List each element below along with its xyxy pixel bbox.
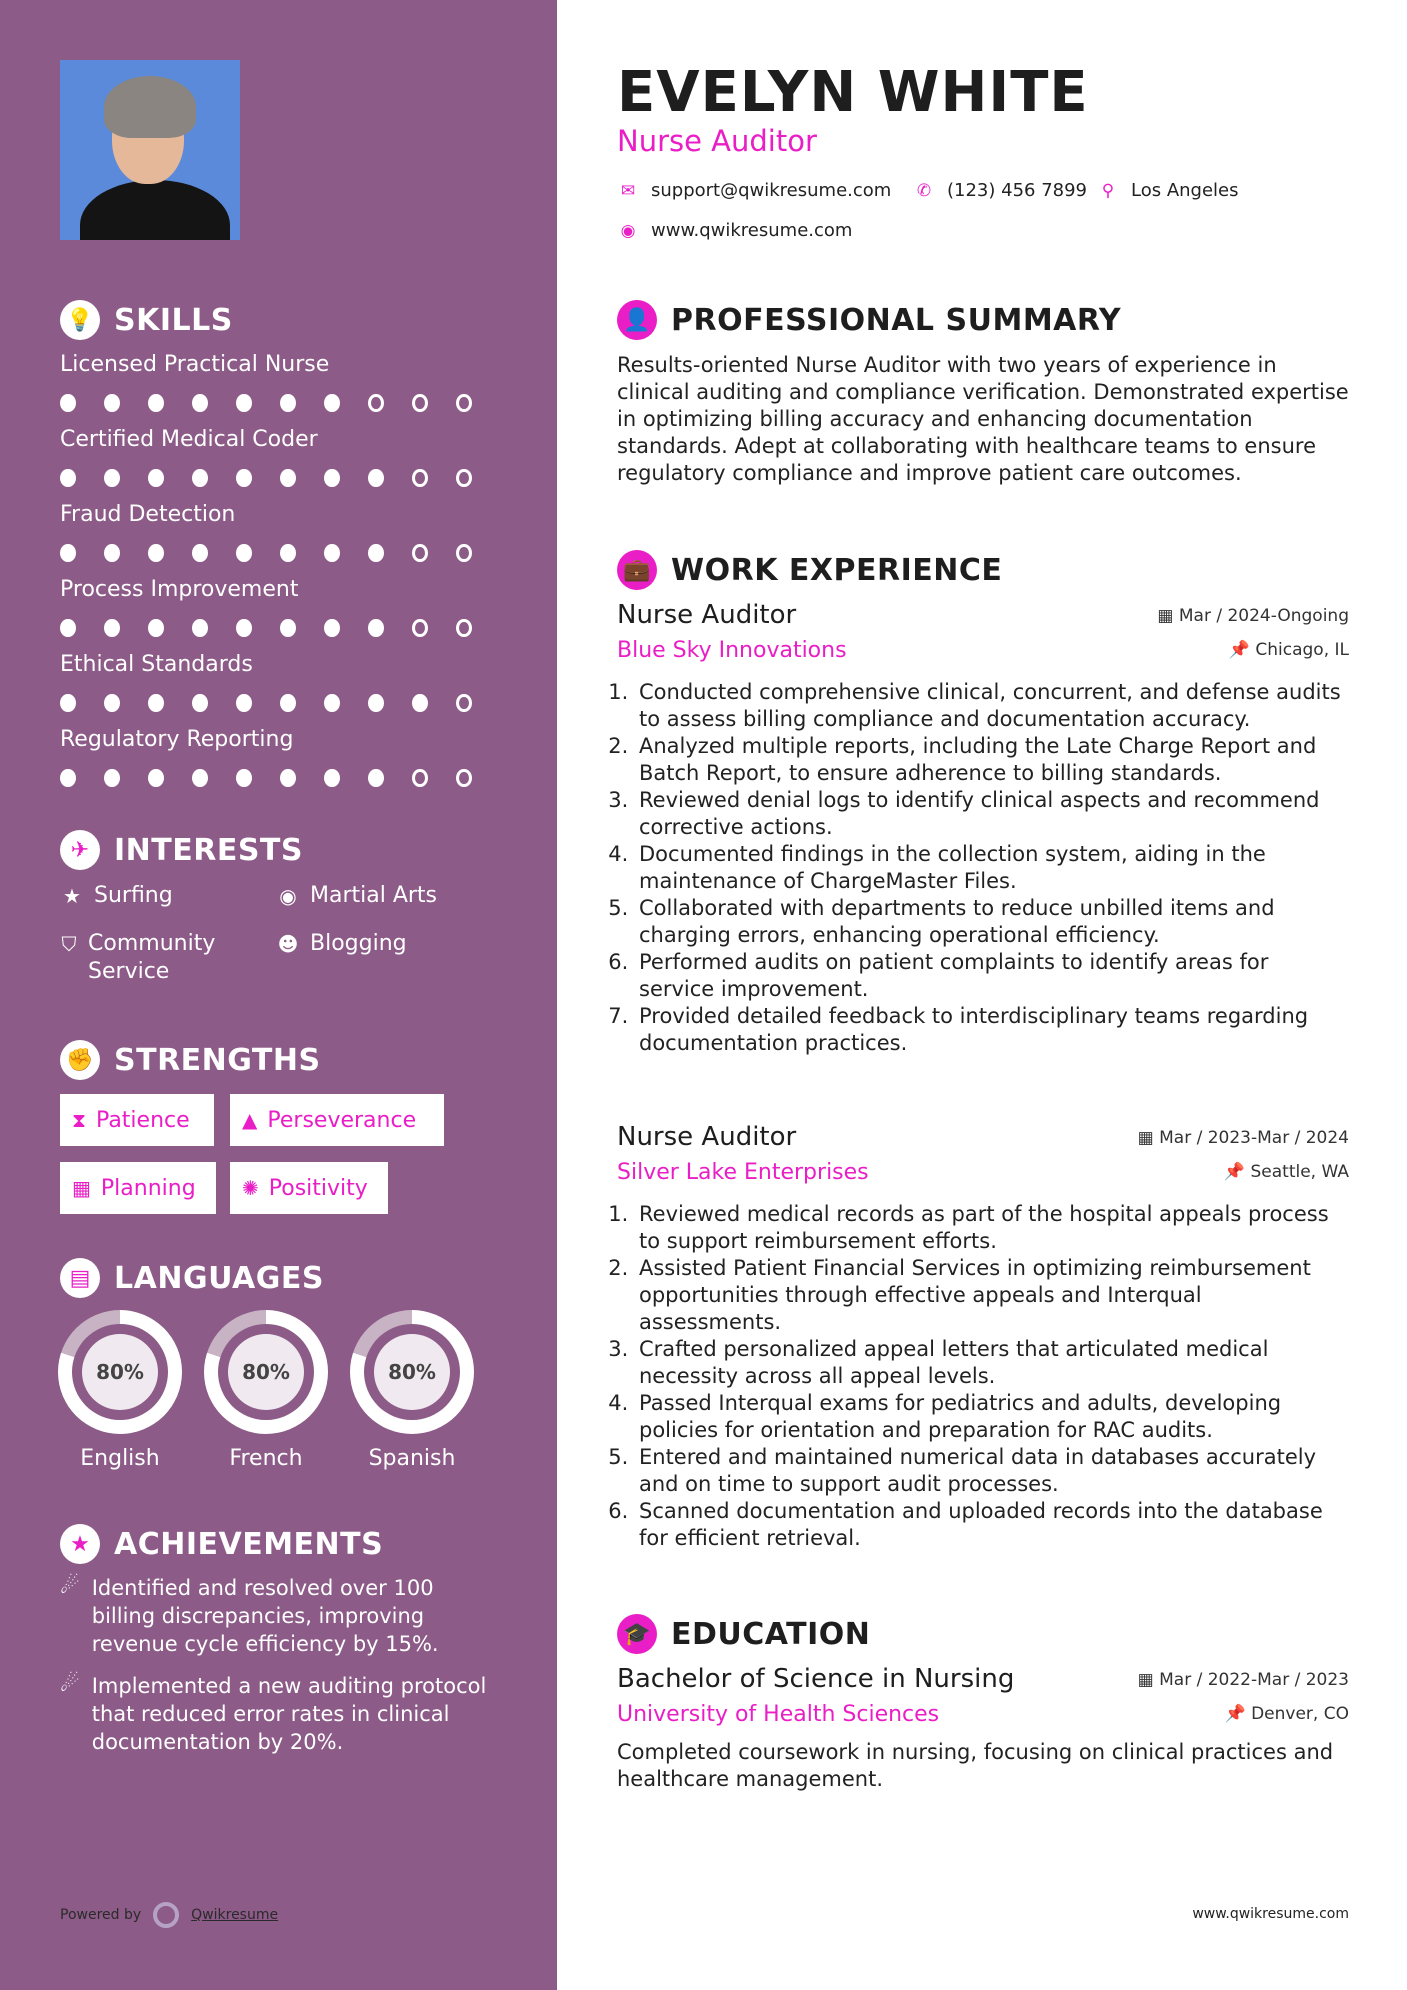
rating-dot [324,544,340,562]
language-item: 80% Spanish [350,1310,474,1471]
language-icon: ▤ [60,1258,100,1298]
rating-dot [280,394,296,412]
language-ring: 80% [204,1310,328,1434]
lightbulb-icon: 💡 [60,300,100,340]
strength-badge: ▲ Perseverance [230,1094,444,1146]
rating-dot [192,469,208,487]
rating-dot [104,544,120,562]
list-item: 3. Reviewed denial logs to identify clinical aspects and recommend corrective actions. [635,787,1349,841]
shooting-star-icon: ☄ [60,1574,80,1599]
rating-dot [280,469,296,487]
rating-dot [412,694,428,712]
rating-dot [148,619,164,637]
job-company: Silver Lake Enterprises [617,1160,869,1185]
calendar-icon: ▦ [1157,606,1179,626]
rating-dot [236,469,252,487]
briefcase-icon: 💼 [617,550,657,590]
rating-dot [192,394,208,412]
rating-dot [104,769,120,787]
candidate-name: EVELYN WHITE [617,60,1089,125]
job-dates: ▦ Mar / 2023-Mar / 2024 [1137,1128,1349,1148]
list-item: 2. Assisted Patient Financial Services in optimizing reimbursement opportunities through effective appeals and Interqual assessments. [635,1255,1349,1336]
footer-url[interactable]: www.qwikresume.com [1192,1906,1349,1922]
pin-icon: 📌 [1224,1704,1252,1724]
interests-heading: ✈ INTERESTS [60,830,303,870]
skill-item [60,652,500,712]
contact-location: ⚲ Los Angeles [1097,180,1239,201]
rating-dot [412,394,428,412]
summary-text: Results-oriented Nurse Auditor with two years of experience in clinical auditing and compliance verification. Demonstrated expertise in optimizing billing accuracy and enhancing documentation standards. Adept at collaborating with healthcare teams to ensure regulatory compliance and improve patient care outcomes. [617,353,1349,485]
education-location: 📌 Denver, CO [1224,1704,1349,1724]
skill-rating [60,469,500,487]
rating-dot [236,694,252,712]
phone-icon: ✆ [916,180,932,201]
strength-badge: ⧗ Patience [60,1094,214,1146]
rating-dot [192,769,208,787]
list-item: 2. Analyzed multiple reports, including the Late Charge Report and Batch Report, to ensure adherence to billing standards. [635,733,1349,787]
achievement-item: ☄ Implemented a new auditing protocol that reduced error rates in clinical documentation by 20%. [60,1672,487,1754]
skill-name: Fraud Detection [60,502,236,527]
rating-dot [368,544,384,562]
education-description: Completed coursework in nursing, focusing on clinical practices and healthcare management. [617,1740,1334,1791]
rating-dot [324,769,340,787]
skill-rating [60,619,500,637]
rating-dot [456,394,472,412]
rating-dot [236,544,252,562]
envelope-icon: ✉ [620,180,636,201]
rating-dot [280,619,296,637]
rating-dot [236,394,252,412]
education-entry [617,1664,1349,1793]
hourglass-icon: ⧗ [72,1108,87,1132]
skill-item [60,577,500,637]
list-item: 3. Crafted personalized appeal letters that articulated medical necessity across all appeal levels. [635,1336,1349,1390]
rating-dot [412,469,428,487]
list-item: 5. Collaborated with departments to reduce unbilled items and charging errors, enhancing operational efficiency. [635,895,1349,949]
list-item: 5. Entered and maintained numerical data in databases accurately and on time to support audit processes. [635,1444,1349,1498]
job-bullets [617,679,1349,1057]
strength-badge: ✺ Positivity [230,1162,388,1214]
job-dates: ▦ Mar / 2024-Ongoing [1157,606,1349,626]
rating-dot [104,469,120,487]
rating-dot [456,769,472,787]
rating-dot [368,619,384,637]
rating-dot [456,469,472,487]
brand-link[interactable]: Qwikresume [191,1907,279,1923]
skill-item [60,352,500,412]
paper-plane-icon: ✈ [60,830,100,870]
skill-rating [60,694,500,712]
skills-heading: 💡 SKILLS [60,300,233,340]
mountain-icon: ▲ [242,1108,258,1132]
rating-dot [148,544,164,562]
skill-name: Licensed Practical Nurse [60,352,330,377]
language-item: 80% English [58,1310,182,1471]
rating-dot [148,469,164,487]
strength-badge: ▦ Planning [60,1162,216,1214]
language-item: 80% French [204,1310,328,1471]
skill-item [60,727,500,787]
job-location: 📌 Chicago, IL [1228,640,1349,660]
qwikresume-logo-icon [153,1902,179,1928]
rating-dot [324,394,340,412]
rating-dot [412,544,428,562]
job-entry [617,600,1349,1057]
rating-dot [148,769,164,787]
rating-dot [104,694,120,712]
list-item: 1. Reviewed medical records as part of the hospital appeals process to support reimbursement efforts. [635,1201,1349,1255]
list-item: 6. Scanned documentation and uploaded records into the database for efficient retrieval. [635,1498,1349,1552]
degree-title: Bachelor of Science in Nursing [617,1664,1015,1694]
skill-name: Certified Medical Coder [60,427,318,452]
job-location: 📌 Seattle, WA [1223,1162,1349,1182]
calendar-icon: ▦ [1137,1128,1160,1148]
rating-dot [60,394,76,412]
language-ring: 80% [58,1310,182,1434]
rating-dot [412,769,428,787]
list-item: 7. Provided detailed feedback to interdisciplinary teams regarding documentation practices. [635,1003,1349,1057]
rating-dot [456,619,472,637]
rating-dot [456,544,472,562]
rating-dot [236,619,252,637]
job-title: Nurse Auditor [617,600,797,630]
candidate-role: Nurse Auditor [617,124,817,158]
summary-heading: 👤 PROFESSIONAL SUMMARY [617,300,1121,340]
rating-dot [324,469,340,487]
graduation-cap-icon: 🎓 [617,1614,657,1654]
rating-dot [368,694,384,712]
education-dates: ▦ Mar / 2022-Mar / 2023 [1137,1670,1349,1690]
list-item: 6. Performed audits on patient complaints to identify areas for service improvement. [635,949,1349,1003]
rating-dot [324,619,340,637]
interest-item: ☻ Blogging [277,931,407,956]
rating-dot [368,394,384,412]
pin-icon: 📌 [1223,1162,1251,1182]
job-company: Blue Sky Innovations [617,638,847,663]
star-icon: ★ [63,884,81,908]
rating-dot [280,544,296,562]
rating-dot [192,544,208,562]
sun-icon: ✺ [242,1176,259,1200]
rating-dot [368,469,384,487]
skill-item [60,427,500,487]
interest-item: ◉ Martial Arts [276,882,437,910]
skill-rating [60,544,500,562]
calendar-icon: ▦ [72,1176,91,1200]
rating-dot [280,694,296,712]
shooting-star-icon: ☄ [60,1672,80,1697]
skill-rating [60,769,500,787]
skill-item [60,502,500,562]
skill-rating [60,394,500,412]
contact-website[interactable]: ◉ www.qwikresume.com [617,220,852,241]
language-ring: 80% [350,1310,474,1434]
skill-name: Ethical Standards [60,652,253,677]
contact-phone[interactable]: ✆ (123) 456 7899 [913,180,1087,201]
shield-icon: ⛉ [61,932,77,956]
profile-photo [60,60,240,240]
strengths-heading: ✊ STRENGTHS [60,1040,321,1080]
rating-dot [192,694,208,712]
rating-dot [236,769,252,787]
rating-dot [104,394,120,412]
interest-item: ★ Surfing [60,882,173,910]
rating-dot [368,769,384,787]
rating-dot [324,694,340,712]
rating-dot [60,619,76,637]
rating-dot [104,619,120,637]
calendar-icon: ▦ [1137,1670,1160,1690]
map-pin-icon: ⚲ [1101,180,1115,201]
job-entry [617,1122,1349,1552]
user-icon: 👤 [617,300,657,340]
list-item: 1. Conducted comprehensive clinical, concurrent, and defense audits to assess billing compliance and documentation accuracy. [635,679,1349,733]
sidebar [0,0,557,1990]
rating-dot [60,694,76,712]
users-icon: ☻ [277,932,299,956]
globe-icon: ◉ [620,220,636,241]
school-name: University of Health Sciences [617,1702,940,1727]
rating-dot [280,769,296,787]
experience-heading: 💼 WORK EXPERIENCE [617,550,1002,590]
languages-heading: ▤ LANGUAGES [60,1258,324,1298]
job-bullets [617,1201,1349,1552]
fist-icon: ✊ [60,1040,100,1080]
rating-dot [148,694,164,712]
list-item: 4. Documented findings in the collection system, aiding in the maintenance of ChargeMaster Files. [635,841,1349,895]
achievements-heading: ★ ACHIEVEMENTS [60,1524,383,1564]
job-title: Nurse Auditor [617,1122,797,1152]
skill-name: Process Improvement [60,577,299,602]
contact-email[interactable]: ✉ support@qwikresume.com [617,180,891,201]
rating-dot [60,469,76,487]
rating-dot [148,394,164,412]
rating-dot [412,619,428,637]
list-item: 4. Passed Interqual exams for pediatrics and adults, developing policies for orientation and preparation for RAC audits. [635,1390,1349,1444]
achievement-item: ☄ Identified and resolved over 100 billing discrepancies, improving revenue cycle efficiency by 15%. [60,1574,439,1656]
globe-icon: ◉ [279,884,297,908]
interest-item: ⛉ Community Service [61,931,216,984]
education-heading: 🎓 EDUCATION [617,1614,870,1654]
star-badge-icon: ★ [60,1524,100,1564]
skill-name: Regulatory Reporting [60,727,294,752]
rating-dot [192,619,208,637]
rating-dot [60,769,76,787]
pin-icon: 📌 [1228,640,1256,660]
powered-by: Powered by Qwikresume [60,1902,278,1928]
rating-dot [456,694,472,712]
rating-dot [60,544,76,562]
